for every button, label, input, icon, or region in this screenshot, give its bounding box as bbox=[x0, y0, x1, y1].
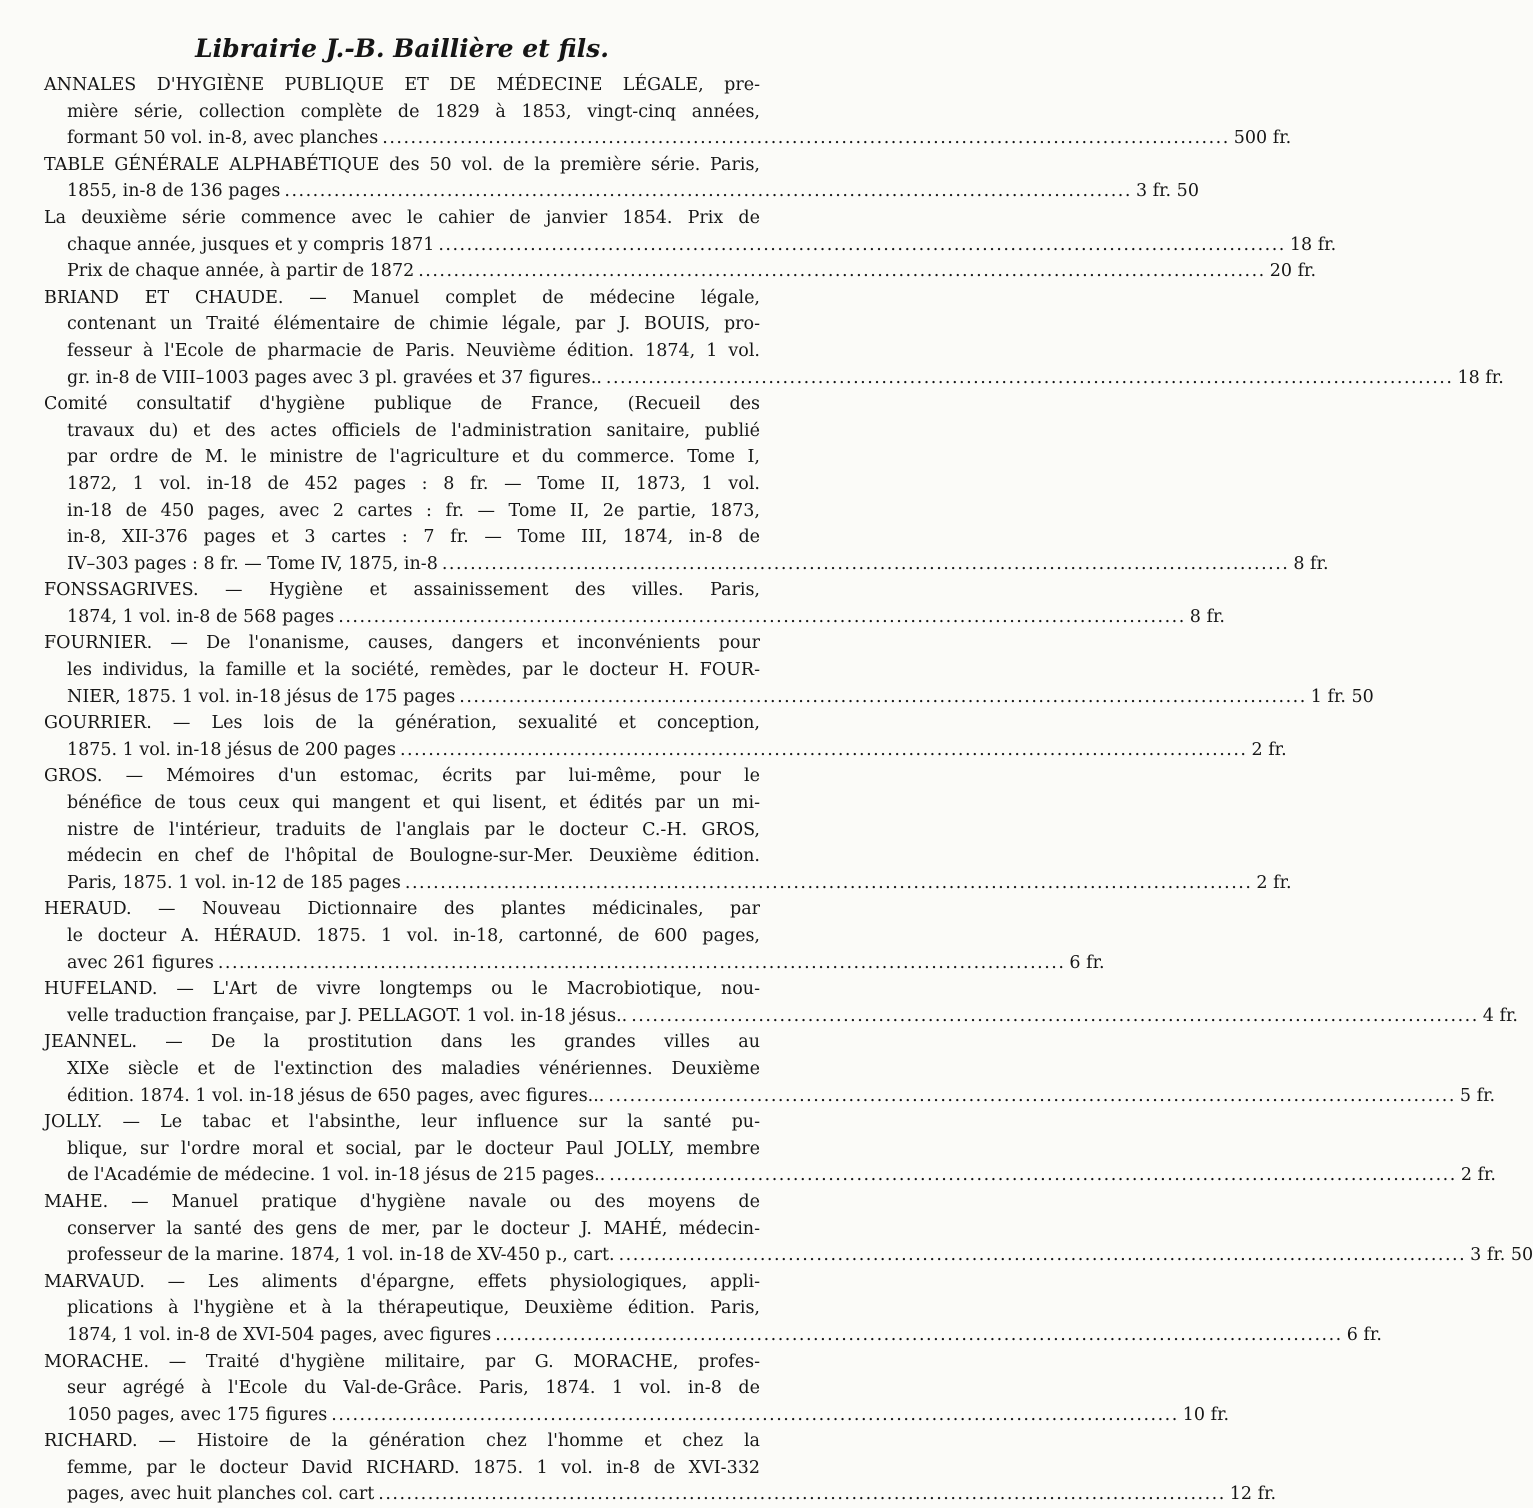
entry-price: 2 fr. bbox=[1460, 1165, 1496, 1186]
entry-line bbox=[44, 1029, 760, 1056]
dot-leader: ........................................................................................................................ bbox=[404, 872, 1253, 893]
entry-text: JOLLY. — Le tabac et l'absinthe, leur influence sur la santé pu- bbox=[44, 1112, 760, 1133]
dot-leader: ........................................................................................................................ bbox=[441, 553, 1290, 574]
entry-line bbox=[44, 1083, 1496, 1110]
entry-line bbox=[44, 338, 760, 365]
dot-leader: ........................................................................................................................ bbox=[459, 686, 1307, 707]
entry-line bbox=[44, 843, 760, 870]
catalogue-entry bbox=[44, 285, 1504, 391]
entry-text: chaque année, jusques et y compris 1871 bbox=[67, 234, 435, 255]
entry-text: contenant un Traité élémentaire de chimie légale, par J. BOUIS, pro- bbox=[67, 314, 760, 335]
entry-text: velle traduction française, par J. PELLAGOT. 1 vol. in-18 jésus.. bbox=[67, 1005, 628, 1026]
catalogue-entry bbox=[44, 896, 1105, 976]
entry-text: ANNALES D'HYGIÈNE PUBLIQUE ET DE MÉDECINE LÉGALE, pre- bbox=[44, 75, 760, 95]
dot-leader: ........................................................................................................................ bbox=[495, 1324, 1343, 1345]
entry-text: seur agrégé à l'Ecole du Val-de-Grâce. Paris, 1874. 1 vol. in-8 de bbox=[67, 1378, 760, 1399]
catalogue-entry bbox=[44, 1109, 1496, 1189]
entry-line bbox=[44, 365, 1504, 392]
entry-price: 18 fr. bbox=[1289, 234, 1337, 255]
entry-price: 6 fr. bbox=[1069, 952, 1105, 973]
entry-text: GROS. — Mémoires d'un estomac, écrits par lui-même, pour le bbox=[44, 766, 760, 787]
entry-text: médecin en chef de l'hôpital de Boulogne-sur-Mer. Deuxième édition. bbox=[67, 846, 760, 867]
entry-line bbox=[44, 763, 760, 790]
entry-text: les individus, la famille et la société, remèdes, par le docteur H. FOUR- bbox=[67, 660, 760, 681]
dot-leader: ........................................................................................................................ bbox=[618, 1245, 1467, 1266]
entry-text: 1875. 1 vol. in-18 jésus de 200 pages bbox=[67, 739, 396, 760]
entry-text: mière série, collection complète de 1829 à 1853, vingt-cinq années, bbox=[67, 101, 760, 122]
entry-text: HERAUD. — Nouveau Dictionnaire des plantes médicinales, par bbox=[44, 899, 760, 920]
dot-leader: ........................................................................................................................ bbox=[217, 952, 1066, 973]
catalogue-entry bbox=[44, 577, 1225, 630]
entry-text: TABLE GÉNÉRALE ALPHABÉTIQUE des 50 vol. de la première série. Paris, bbox=[44, 154, 760, 175]
entry-line bbox=[44, 684, 1374, 711]
catalogue-entry bbox=[44, 976, 1518, 1029]
entry-line bbox=[44, 1216, 760, 1243]
entry-text: Prix de chaque année, à partir de 1872 bbox=[67, 261, 415, 282]
entry-line bbox=[44, 1402, 1230, 1429]
entry-text: travaux du) et des actes officiels de l'administration sanitaire, publié bbox=[67, 420, 760, 441]
catalogue-entry bbox=[44, 1269, 1382, 1349]
catalogue-entry bbox=[44, 1349, 1230, 1429]
catalogue-entry bbox=[44, 710, 1287, 763]
entry-text: MORACHE. — Traité d'hygiène militaire, par G. MORACHE, profes- bbox=[44, 1351, 760, 1372]
entry-line bbox=[44, 232, 1337, 259]
entry-line bbox=[44, 1322, 1382, 1349]
catalogue-entry bbox=[44, 152, 1199, 205]
entry-text: Paris, 1875. 1 vol. in-12 de 185 pages bbox=[67, 872, 401, 893]
entry-line bbox=[44, 737, 1287, 764]
entry-line bbox=[44, 1189, 760, 1216]
entry-text: 1050 pages, avec 175 figures bbox=[67, 1404, 328, 1425]
entry-text: femme, par le docteur David RICHARD. 1875. 1 vol. in-8 de XVI-332 bbox=[67, 1457, 760, 1478]
entry-line bbox=[44, 1003, 1518, 1030]
entry-line bbox=[44, 178, 1199, 205]
catalogue-entry bbox=[44, 1029, 1496, 1109]
entry-line bbox=[44, 950, 1105, 977]
entry-line bbox=[44, 1375, 760, 1402]
entry-line bbox=[44, 896, 760, 923]
entry-line bbox=[44, 444, 760, 471]
entry-text: in-8, XII-376 pages et 3 cartes : 7 fr. — Tome III, 1874, in-8 de bbox=[67, 527, 760, 548]
entry-text: bénéfice de tous ceux qui mangent et qui lisent, et édités par un mi- bbox=[67, 793, 760, 814]
dot-leader: ........................................................................................................................ bbox=[605, 367, 1454, 388]
dot-leader: ........................................................................................................................ bbox=[378, 1484, 1226, 1505]
dot-leader: ........................................................................................................................ bbox=[331, 1404, 1179, 1425]
catalogue-entries bbox=[44, 72, 1533, 1508]
entry-text: fesseur à l'Ecole de pharmacie de Paris. Neuvième édition. 1874, 1 vol. bbox=[67, 340, 760, 361]
dot-leader: ........................................................................................................................ bbox=[382, 128, 1230, 149]
entry-line bbox=[44, 790, 760, 817]
entry-line bbox=[44, 1109, 760, 1136]
entry-text: IV–303 pages : 8 fr. — Tome IV, 1875, in-8 bbox=[67, 553, 438, 574]
entry-line bbox=[44, 1269, 760, 1296]
entry-text: conserver la santé des gens de mer, par le docteur J. MAHÉ, médecin- bbox=[67, 1218, 760, 1239]
entry-text: FONSSAGRIVES. — Hygiène et assainissement des villes. Paris, bbox=[44, 580, 760, 601]
entry-line bbox=[44, 657, 760, 684]
entry-text: RICHARD. — Histoire de la génération chez l'homme et chez la bbox=[44, 1431, 760, 1452]
entry-price: 8 fr. bbox=[1293, 553, 1329, 574]
entry-text: pages, avec huit planches col. cart bbox=[67, 1484, 375, 1505]
dot-leader: ........................................................................................................................ bbox=[631, 1005, 1479, 1026]
entry-text: in-18 de 450 pages, avec 2 cartes : fr. — Tome II, 2e partie, 1873, bbox=[67, 500, 760, 521]
entry-price: 3 fr. 50 bbox=[1135, 181, 1199, 202]
entry-line bbox=[44, 1428, 760, 1455]
entry-line bbox=[44, 604, 1225, 631]
dot-leader: ........................................................................................................................ bbox=[338, 606, 1186, 627]
entry-price: 3 fr. 50 bbox=[1470, 1245, 1533, 1266]
entry-text: plications à l'hygiène et à la thérapeutique, Deuxième édition. Paris, bbox=[67, 1298, 760, 1319]
dot-leader: ........................................................................................................................ bbox=[438, 234, 1286, 255]
dot-leader: ........................................................................................................................ bbox=[399, 739, 1248, 760]
entry-text: BRIAND ET CHAUDE. — Manuel complet de médecine légale, bbox=[44, 287, 760, 308]
entry-line bbox=[44, 418, 760, 445]
entry-line bbox=[44, 551, 1329, 578]
entry-line bbox=[44, 976, 760, 1003]
entry-line bbox=[44, 524, 760, 551]
dot-leader: ........................................................................................................................ bbox=[418, 261, 1266, 282]
entry-text: avec 261 figures bbox=[67, 952, 214, 973]
entry-text: de l'Académie de médecine. 1 vol. in-18 jésus de 215 pages.. bbox=[67, 1165, 606, 1186]
entry-line bbox=[44, 258, 1317, 285]
dot-leader: ........................................................................................................................ bbox=[609, 1165, 1457, 1186]
entry-line bbox=[44, 1295, 760, 1322]
entry-line bbox=[44, 311, 760, 338]
entry-price: 500 fr. bbox=[1233, 128, 1292, 149]
entry-text: le docteur A. HÉRAUD. 1875. 1 vol. in-18, cartonné, de 600 pages, bbox=[67, 926, 760, 946]
entry-price: 10 fr. bbox=[1182, 1404, 1230, 1425]
catalogue-entry bbox=[44, 391, 1329, 577]
page-title: Librairie J.-B. Baillière et fils. bbox=[195, 34, 609, 63]
entry-line bbox=[44, 870, 1292, 897]
entry-price: 2 fr. bbox=[1251, 739, 1287, 760]
entry-price: 1 fr. 50 bbox=[1310, 686, 1374, 707]
entry-text: blique, sur l'ordre moral et social, par le docteur Paul JOLLY, membre bbox=[67, 1138, 760, 1159]
entry-text: FOURNIER. — De l'onanisme, causes, dangers et inconvénients pour bbox=[44, 633, 760, 654]
entry-line bbox=[44, 391, 760, 418]
entry-line bbox=[44, 471, 760, 498]
entry-price: 5 fr. bbox=[1459, 1085, 1496, 1106]
entry-line bbox=[44, 1242, 1533, 1269]
entry-text: 1874, 1 vol. in-8 de XVI-504 pages, avec figures bbox=[67, 1324, 492, 1345]
entry-line bbox=[44, 630, 760, 657]
dot-leader: ........................................................................................................................ bbox=[284, 181, 1132, 202]
entry-line bbox=[44, 923, 760, 950]
entry-price: 18 fr. bbox=[1457, 367, 1504, 388]
entry-text: XIXe siècle et de l'extinction des maladies vénériennes. Deuxième bbox=[67, 1058, 760, 1079]
entry-text: édition. 1874. 1 vol. in-18 jésus de 650 pages, avec figures... bbox=[67, 1085, 605, 1106]
entry-text: JEANNEL. — De la prostitution dans les grandes villes au bbox=[44, 1032, 760, 1053]
entry-line bbox=[44, 710, 760, 737]
entry-line bbox=[44, 1136, 760, 1163]
entry-price: 6 fr. bbox=[1346, 1324, 1382, 1345]
entry-line bbox=[44, 1349, 760, 1376]
entry-text: 1855, in-8 de 136 pages bbox=[67, 181, 281, 202]
entry-line bbox=[44, 817, 760, 844]
entry-price: 2 fr. bbox=[1256, 872, 1292, 893]
catalogue-entry bbox=[44, 1189, 1533, 1269]
entry-price: 20 fr. bbox=[1269, 261, 1317, 282]
entry-line bbox=[44, 72, 760, 99]
entry-line bbox=[44, 125, 1292, 152]
entry-line bbox=[44, 1455, 760, 1482]
entry-text: 1874, 1 vol. in-8 de 568 pages bbox=[67, 606, 335, 627]
catalogue-entry bbox=[44, 630, 1374, 710]
catalogue-entry bbox=[44, 763, 1292, 896]
dot-leader: ........................................................................................................................ bbox=[608, 1085, 1456, 1106]
entry-text: par ordre de M. le ministre de l'agriculture et du commerce. Tome I, bbox=[67, 447, 760, 468]
entry-text: nistre de l'intérieur, traduits de l'anglais par le docteur C.-H. GROS, bbox=[67, 819, 760, 840]
entry-text: 1872, 1 vol. in-18 de 452 pages : 8 fr. — Tome II, 1873, 1 vol. bbox=[67, 473, 760, 494]
entry-text: HUFELAND. — L'Art de vivre longtemps ou le Macrobiotique, nou- bbox=[44, 979, 760, 1000]
entry-line bbox=[44, 205, 760, 232]
entry-line bbox=[44, 498, 760, 525]
entry-text: MARVAUD. — Les aliments d'épargne, effets physiologiques, appli- bbox=[44, 1271, 760, 1292]
entry-line bbox=[44, 577, 760, 604]
entry-text: GOURRIER. — Les lois de la génération, sexualité et conception, bbox=[44, 713, 760, 734]
entry-text: gr. in-8 de VIII–1003 pages avec 3 pl. gravées et 37 figures.. bbox=[67, 367, 602, 388]
catalogue-entry bbox=[44, 72, 1292, 152]
entry-price: 4 fr. bbox=[1482, 1005, 1518, 1026]
entry-text: NIER, 1875. 1 vol. in-18 jésus de 175 pages bbox=[67, 686, 456, 707]
entry-price: 12 fr. bbox=[1229, 1484, 1277, 1505]
entry-line bbox=[44, 1162, 1496, 1189]
entry-text: formant 50 vol. in-8, avec planches bbox=[67, 128, 379, 149]
catalogue-entry bbox=[44, 1428, 1277, 1508]
entry-line bbox=[44, 1481, 1277, 1508]
entry-line bbox=[44, 152, 760, 179]
entry-line bbox=[44, 1056, 760, 1083]
catalogue-entry bbox=[44, 205, 1337, 285]
entry-text: La deuxième série commence avec le cahier de janvier 1854. Prix de bbox=[44, 207, 760, 228]
entry-text: MAHE. — Manuel pratique d'hygiène navale ou des moyens de bbox=[44, 1191, 760, 1212]
entry-text: professeur de la marine. 1874, 1 vol. in-18 de XV-450 p., cart. bbox=[67, 1245, 615, 1266]
entry-line bbox=[44, 99, 760, 126]
entry-line bbox=[44, 285, 760, 312]
entry-price: 8 fr. bbox=[1189, 606, 1225, 627]
entry-text: Comité consultatif d'hygiène publique de France, (Recueil des bbox=[44, 394, 760, 415]
